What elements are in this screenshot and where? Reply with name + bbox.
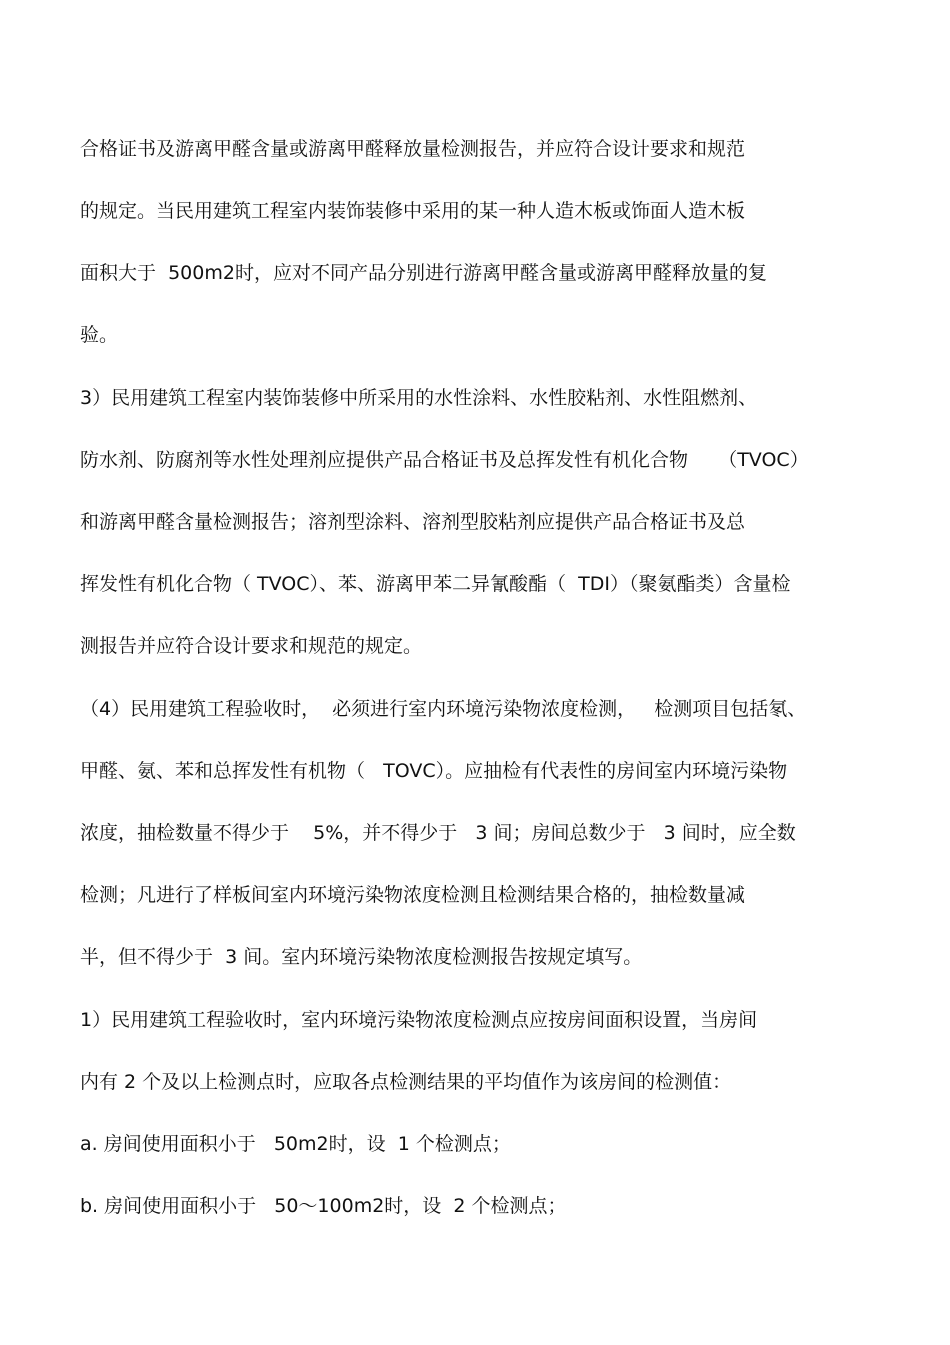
text-line: 面积大于 500m2时，应对不同产品分别进行游离甲醛含量或游离甲醛释放量的复 <box>80 262 767 284</box>
text-line: a. 房间使用面积小于 50m2时，设 1 个检测点； <box>80 1133 511 1155</box>
text-line: 3）民用建筑工程室内装饰装修中所采用的水性涂料、水性胶粘剂、水性阻燃剂、 <box>80 387 758 409</box>
text-line: 1）民用建筑工程验收时，室内环境污染物浓度检测点应按房间面积设置，当房间 <box>80 1009 758 1031</box>
text-line: 内有 2 个及以上检测点时，应取各点检测结果的平均值作为该房间的检测值： <box>80 1071 732 1093</box>
text-line: 检测；凡进行了样板间室内环境污染物浓度检测且检测结果合格的，抽检数量减 <box>80 884 746 906</box>
text-line: 和游离甲醛含量检测报告；溶剂型涂料、溶剂型胶粘剂应提供产品合格证书及总 <box>80 511 746 533</box>
text-line: 验。 <box>80 324 119 346</box>
text-line: 防水剂、防腐剂等水性处理剂应提供产品合格证书及总挥发性有机化合物 （TVOC） <box>80 449 809 471</box>
text-line: 合格证书及游离甲醛含量或游离甲醛释放量检测报告，并应符合设计要求和规范 <box>80 138 746 160</box>
text-line: 半，但不得少于 3 间。室内环境污染物浓度检测报告按规定填写。 <box>80 946 643 968</box>
text-line: 挥发性有机化合物（ TVOC）、苯、游离甲苯二异氰酸酯（ TDI）（聚氨酯类）含量检 <box>80 573 791 595</box>
text-line: b. 房间使用面积小于 50～100m2时，设 2 个检测点； <box>80 1195 567 1217</box>
text-line: （4）民用建筑工程验收时， 必须进行室内环境污染物浓度检测， 检测项目包括氡、 <box>80 698 807 720</box>
text-line: 测报告并应符合设计要求和规范的规定。 <box>80 635 423 657</box>
text-line: 浓度，抽检数量不得少于 5%，并不得少于 3 间；房间总数少于 3 间时，应全数 <box>80 822 796 844</box>
text-line: 的规定。当民用建筑工程室内装饰装修中采用的某一种人造木板或饰面人造木板 <box>80 200 746 222</box>
text-line: 甲醛、氨、苯和总挥发性有机物（ TOVC）。应抽检有代表性的房间室内环境污染物 <box>80 760 788 782</box>
